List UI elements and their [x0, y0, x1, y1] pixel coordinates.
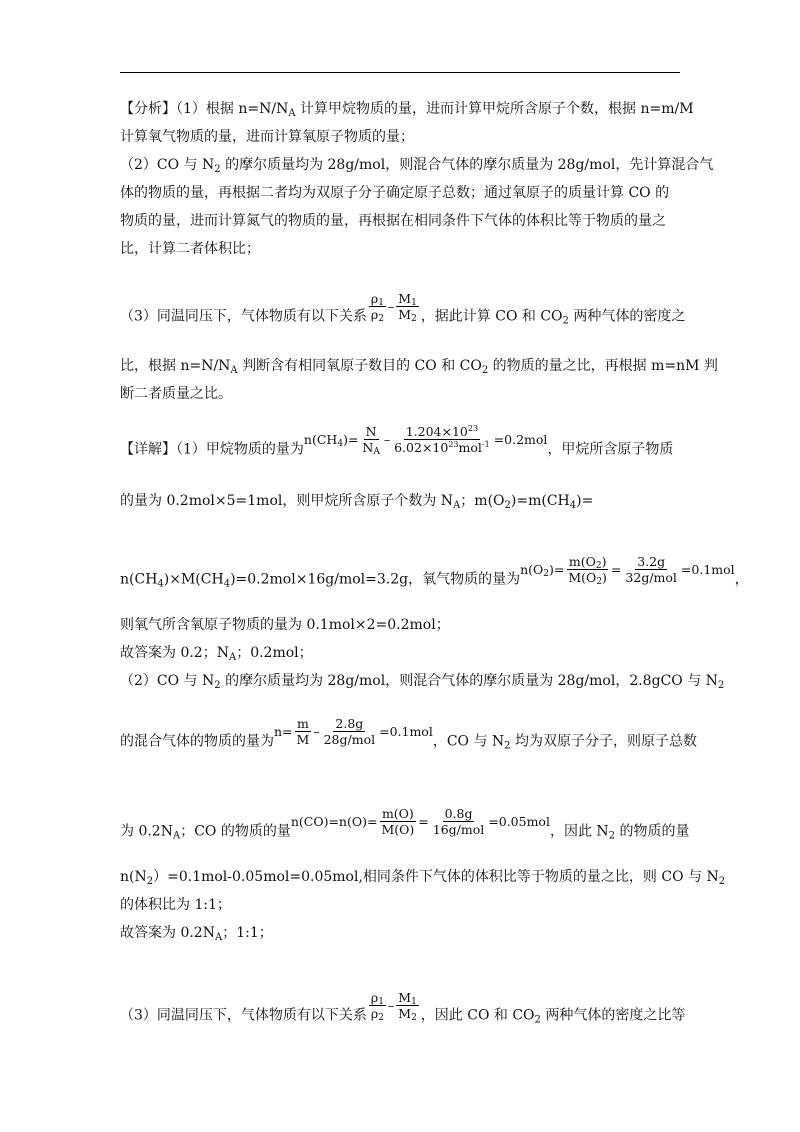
analysis-line-5: 物质的量，进而计算氮气的物质的量，再根据在相同条件下气体的体积比等于物质的量之 — [120, 213, 666, 229]
detail-line-4: 则氧气所含氧原子物质的量为 0.1mol×2=0.2mol； — [120, 617, 450, 633]
detail-line-7: 的混合气体的物质的量为n= $\frac{m}{M}$ – $\frac{2.8g}{\text{28g/mol}}$ =0.1mol，CO 与 $N_2$ 均为双原子分子，则原子总数 — [120, 716, 697, 752]
detail-line-12: （3）同温同压下，气体物质有以下关系 $\frac{\rho_1}{\rho_2}$ – $\frac{M_1}{M_2}$ ，因此 CO 和 $CO_2$ 两种气体的密度之比等 — [120, 990, 686, 1026]
analysis-line-9: 断二者质量之比。 — [120, 386, 232, 402]
detail-line-9: $n(N_2)=0.1mol-0.05mol=0.05mol$,相同条件下气体的体积比等于物质的量之比，则 CO 与 $N_2$ — [120, 869, 726, 887]
analysis-line-4: 体的物质的量，再根据二者均为双原子分子确定原子总数；通过氧原子的质量计算 CO 的 — [120, 185, 670, 201]
detail-heading: 【详解】 — [120, 441, 176, 458]
detail-line-2: 的量为 0.2mol×5=1mol，则甲烷所含原子个数为 $N_A$；$m(O_2)=m(CH_4)=$ — [120, 493, 594, 511]
detail-line-6: （2）CO 与 $N_2$ 的摩尔质量均为 28g/mol，则混合气体的摩尔质量为 28g/mol，2.8gCO 与 $N_2$ — [120, 673, 725, 691]
analysis-line-6: 比，计算二者体积比； — [120, 241, 260, 257]
analysis-line-8: 比，根据 $n=N/N_A$ 判断含有相同氧原子数目的 CO 和 $CO_2$ 的物质的量之比，再根据 m=nM 判 — [120, 358, 718, 376]
analysis-heading: 【分析】 — [120, 101, 176, 117]
top-rule — [120, 72, 680, 73]
analysis-line-2: 计算氧气物质的量，进而计算氧原子物质的量； — [120, 129, 414, 145]
detail-line-1: 【详解】（1）甲烷物质的量为$n(CH_4)=$ $\frac{N}{N_A}$ – $\frac{1.204\times 10^{23}}{6.02\times 10^{23}mol^{-1}}$ =0.2mol，甲烷所含原子物质 — [120, 424, 674, 458]
density-relation: $\frac{\rho_1}{\rho_2}$ — [370, 291, 384, 324]
analysis-line-1: 【分析】（1）根据 $n=N/N_A$ 计算甲烷物质的量，进而计算甲烷所含原子个数，根据 n=m/M — [120, 101, 694, 119]
detail-line-10: 的体积比为 1:1； — [120, 897, 231, 913]
analysis-line-3: （2）CO 与 $N_2$ 的摩尔质量均为 28g/mol，则混合气体的摩尔质量为 28g/mol，先计算混合气 — [120, 157, 714, 175]
detail-line-8: 为 $0.2N_A$；CO 的物质的量n(CO)=n(O)= $\frac{m(O)}{M(O)}$ = $\frac{0.8g}{\text{16g/mol}}$ =0.05mol，因此 $N_2$ 的物质的量 — [120, 806, 690, 842]
detail-line-3: $n(CH_4)\times M(CH_4)=0.2mol\times 16g/mol=3.2g$，氧气物质的量为$n(O_2)=$ $\frac{m(O_2)}{M(O_2)}$ = $\frac{3.2g}{\text{32g/mol}}$ =0.1mol， — [120, 554, 749, 590]
detail-line-5: 故答案为 0.2；$N_A$；0.2mol； — [120, 645, 313, 663]
detail-line-11: 故答案为 $0.2N_A$；1:1； — [120, 925, 273, 943]
analysis-line-7: （3）同温同压下，气体物质有以下关系 $\frac{\rho_1}{\rho_2}$ – $\frac{M_1}{M_2}$ ，据此计算 CO 和 $CO_2$ 两种气体的密度之 — [120, 291, 686, 327]
